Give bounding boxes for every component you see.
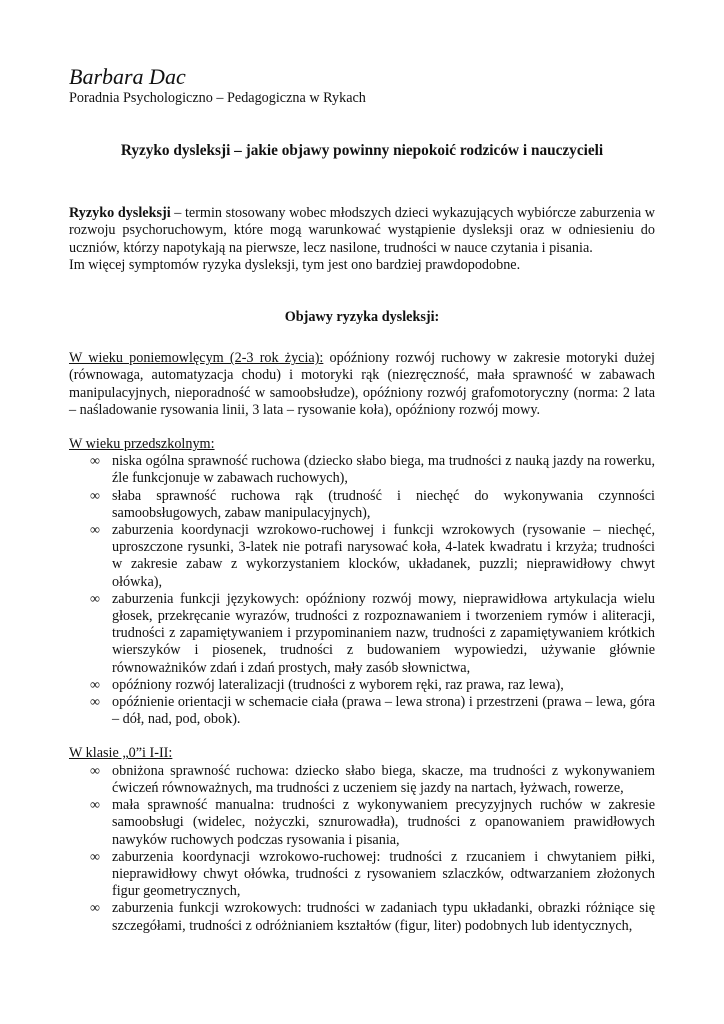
author-name: Barbara Dac — [69, 64, 186, 89]
infinity-bullet-icon: ∞ — [90, 677, 100, 693]
list-item: ∞ zaburzenia koordynacji wzrokowo-ruchowej: trudności z rzucaniem i chwytaniem piłki, nieprawidłowy chwyt ołówka, trudności z rysowaniem szlaczków, odtwarzaniem złożonych figur geometrycznych, — [90, 848, 655, 900]
school-label: W klasie „0”i I-II: — [69, 745, 173, 762]
list-item: ∞ zaburzenia funkcji językowych: opóźniony rozwój mowy, nieprawidłowa artykulacja wielu głosek, przekręcanie wyrazów, trudności z rozpoznawaniem i tworzeniem rymów i aliteracji, trudności z zapamiętywaniem i przypominaniem nazw, trudności z zapamiętywaniem krótkich wierszyków i piosenek, trudności z budowaniem wypowiedzi, używanie głównie równoważników zdań i zdań prostych, mały zasób słownictwa, — [90, 590, 655, 676]
infancy-text: opóźniony rozwój ruchowy w zakresie motoryki dużej (równowaga, automatyzacja chodu) i motoryki rąk (niezręczność, mała sprawność w zabawach manipulacyjnych, nieporadność w samoobsłudze), opóźniony rozwój grafomotoryczny (norma: 2 lata – naśladowanie rysowania linii, 3 lata – rysowanie koła), opóźniony rozwój mowy. — [69, 350, 655, 418]
preschool-label: W wieku przedszkolnym: — [69, 436, 215, 453]
organization-name: Poradnia Psychologiczno – Pedagogiczna w Rykach — [69, 90, 366, 106]
infancy-label: W wieku poniemowlęcym (2-3 rok życia): — [69, 350, 324, 367]
list-item: ∞ zaburzenia koordynacji wzrokowo-ruchowej i funkcji wzrokowych (rysowanie – niechęć, uproszczone rysunki, 3-latek nie potrafi narysować koła, 4-latek kwadratu i krzyża; trudności w zakresie zabaw z wykorzystaniem klocków, układanek, puzzli; nieprawidłowy chwyt ołówka), — [90, 522, 655, 590]
list-item: ∞ mała sprawność manualna: trudności z wykonywaniem precyzyjnych ruchów w zakresie samoobsługi (widelec, nożyczki, sznurowadła), trudności z opanowaniem prawidłowych nawyków ruchowych podczas rysowania i pisania, — [90, 797, 655, 848]
list-item: ∞ słaba sprawność ruchowa rąk (trudność i niechęć do wykonywania czynności samoobsługowych, zabaw manipulacyjnych), — [90, 487, 655, 521]
infinity-bullet-icon: ∞ — [90, 901, 100, 917]
infancy-paragraph — [69, 350, 655, 419]
document-title: Ryzyko dysleksji – jakie objawy powinny niepokoić rodziców i nauczycieli — [120, 142, 604, 160]
infinity-bullet-icon: ∞ — [90, 454, 100, 470]
intro-note: Im więcej symptomów ryzyka dysleksji, tym jest ono bardziej prawdopodobne. — [69, 256, 521, 273]
infinity-bullet-icon: ∞ — [90, 763, 100, 779]
list-item: ∞ obniżona sprawność ruchowa: dziecko słabo biega, skacze, ma trudności z wykonywaniem ćwiczeń równoważnych, ma trudności z uczeniem się jazdy na nartach, łyżwach, rowerze, — [90, 762, 655, 796]
document-page — [69, 64, 655, 935]
intro-paragraph — [69, 205, 655, 257]
list-item: ∞ opóźnienie orientacji w schemacie ciała (prawa – lewa strona) i przestrzeni (prawa – lewa, góra – dół, nad, pod, obok). — [90, 694, 655, 728]
infinity-bullet-icon: ∞ — [90, 488, 100, 504]
section-heading: Objawy ryzyka dysleksji: — [284, 309, 440, 326]
intro-term: Ryzyko dysleksji — [69, 205, 171, 222]
infinity-bullet-icon: ∞ — [90, 798, 100, 814]
infinity-bullet-icon: ∞ — [90, 523, 100, 539]
preschool-list — [69, 453, 655, 728]
list-item: ∞ opóźniony rozwój lateralizacji (trudności z wyborem ręki, raz prawa, raz lewa), — [90, 676, 564, 693]
list-item: ∞ niska ogólna sprawność ruchowa (dziecko słabo biega, ma trudności z nauką jazdy na rowerku, źle funkcjonuje w zabawach ruchowych), — [90, 453, 655, 487]
infinity-bullet-icon: ∞ — [90, 591, 100, 607]
school-list — [69, 763, 655, 935]
list-item: ∞ zaburzenia funkcji wzrokowych: trudności w zadaniach typu układanki, obrazki różniące się szczegółami, trudności z odróżnianiem kształtów (figur, liter) podobnych lub identycznych, — [90, 900, 655, 934]
infinity-bullet-icon: ∞ — [90, 849, 100, 865]
infinity-bullet-icon: ∞ — [90, 695, 100, 711]
intro-definition: – termin stosowany wobec młodszych dzieci wykazujących wybiórcze zaburzenia w rozwoju psychoruchowym, które mogą warunkować wystąpienie dysleksji oraz w odniesieniu do uczniów, którzy napotykają na pierwsze, lecz nasilone, trudności w nauce czytania i pisania. — [69, 205, 655, 256]
